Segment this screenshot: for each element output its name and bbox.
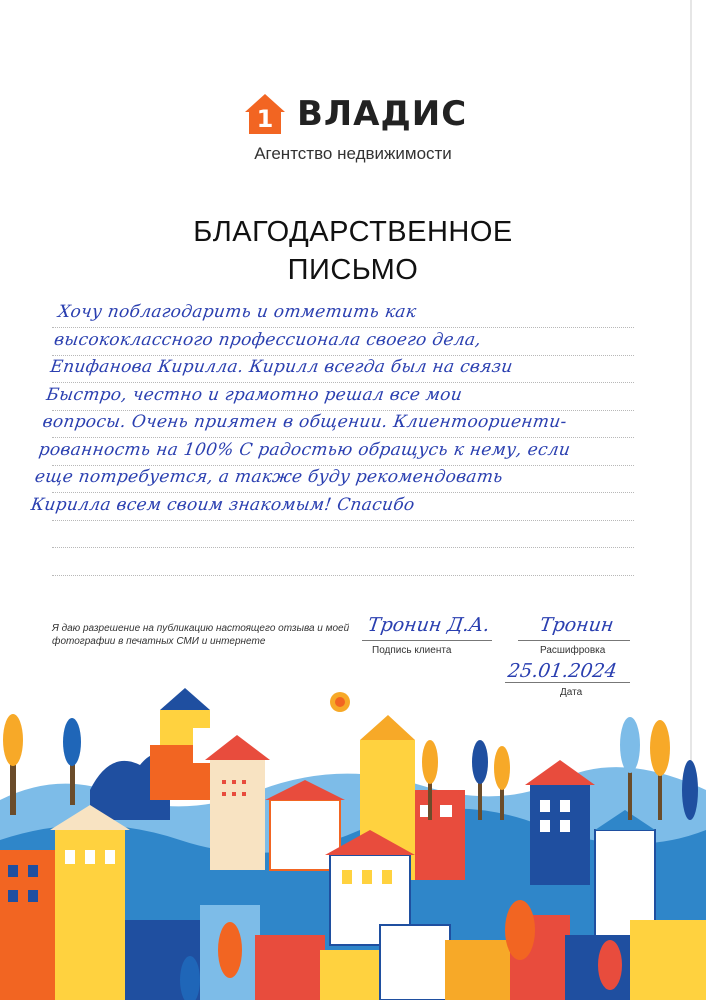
decoding-line bbox=[518, 640, 630, 641]
title-line-2: ПИСЬМО bbox=[287, 254, 419, 286]
date-value: 25.01.2024 bbox=[506, 660, 619, 682]
brand-logo bbox=[243, 92, 468, 136]
logo-digit: 1 bbox=[256, 105, 274, 133]
handwritten-line: еще потребуется, а также буду рекомендовать bbox=[33, 467, 505, 487]
handwritten-line: Кирилла всем своим знакомым! Спасибо bbox=[29, 494, 416, 515]
signature-label: Подпись клиента bbox=[372, 645, 452, 656]
writing-line bbox=[52, 547, 634, 548]
brand-name: ВЛАДИС bbox=[297, 94, 468, 134]
handwritten-line: Быстро, честно и грамотно решал все мои bbox=[45, 384, 464, 405]
signature-line bbox=[362, 640, 492, 641]
handwritten-line: высококлассного профессионала своего дела, bbox=[52, 329, 483, 350]
handwritten-line: Хочу поблагодарить и отметить как bbox=[56, 302, 418, 322]
house-logo-icon bbox=[243, 92, 287, 136]
title-line-1: БЛАГОДАРСТВЕННОЕ bbox=[193, 216, 513, 248]
publication-consent: Я даю разрешение на публикацию настоящего отзыва и моей фотографии в печатных СМИ и интернете bbox=[52, 623, 350, 647]
decoding-label: Расшифровка bbox=[540, 645, 606, 656]
handwritten-line: Епифанова Кирилла. Кирилл всегда был на связи bbox=[49, 357, 514, 377]
handwritten-line: вопросы. Очень приятен в общении. Клиентоориенти- bbox=[41, 412, 569, 432]
name-decoding: Тронин bbox=[538, 614, 616, 636]
handwritten-line: рованность на 100% С радостью обращусь к нему, если bbox=[37, 439, 572, 460]
writing-line bbox=[52, 575, 634, 576]
document-title bbox=[0, 213, 706, 289]
client-signature: Тронин Д.А. bbox=[366, 614, 492, 636]
city-illustration bbox=[0, 680, 706, 1000]
brand-tagline: Агентство недвижимости bbox=[254, 144, 452, 163]
handwritten-text bbox=[29, 299, 640, 519]
date-label: Дата bbox=[560, 687, 583, 698]
writing-line bbox=[52, 520, 634, 521]
